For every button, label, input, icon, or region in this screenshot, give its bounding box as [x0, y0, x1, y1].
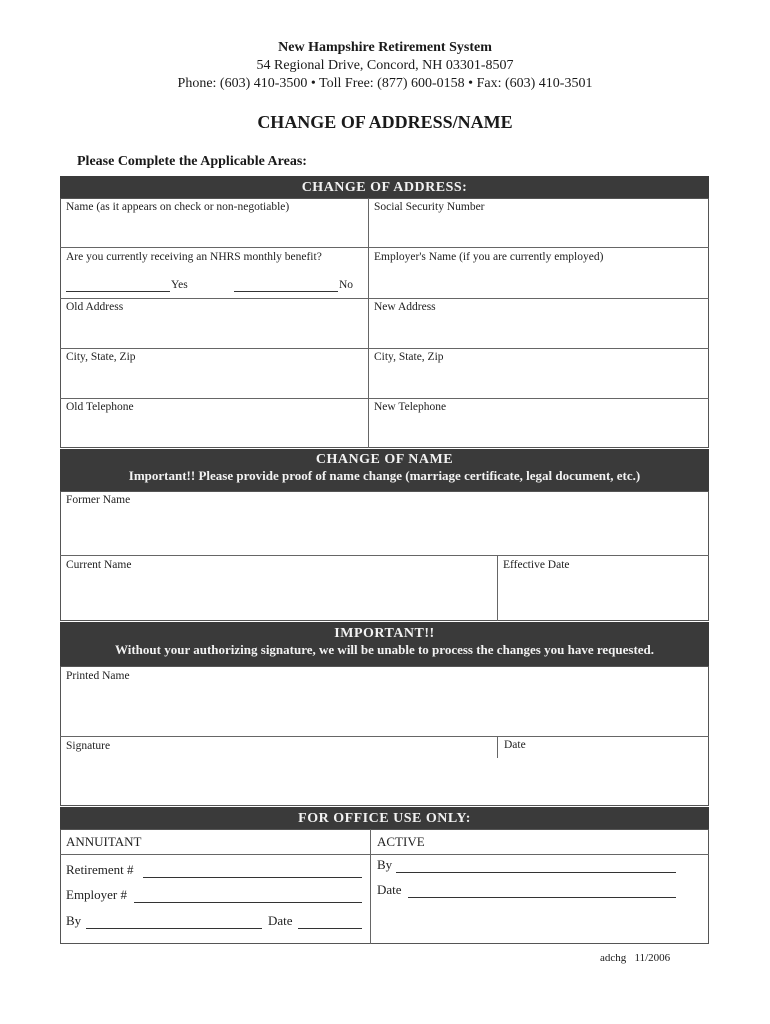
form-title: CHANGE OF ADDRESS/NAME	[257, 112, 513, 132]
name-section-frame	[60, 491, 709, 621]
name-field-label: Name (as it appears on check or non-negotiable)	[66, 201, 290, 213]
signature-label: Signature	[66, 740, 111, 752]
org-phones: Phone: (603) 410-3500 • Toll Free: (877) 600-0158 • Fax: (603) 410-3501	[177, 76, 593, 91]
active-date-label: Date	[377, 882, 402, 897]
row-divider	[60, 854, 709, 855]
office-divider	[370, 829, 371, 944]
effective-date-label: Effective Date	[503, 559, 570, 571]
office-date-blank[interactable]	[298, 928, 362, 929]
address-section-band	[60, 176, 709, 198]
office-by-label: By	[66, 913, 82, 928]
annuitant-label: ANNUITANT	[66, 834, 142, 849]
old-city-label: City, State, Zip	[66, 351, 136, 363]
office-by-blank[interactable]	[86, 928, 262, 929]
new-telephone-label: New Telephone	[374, 401, 447, 413]
row-divider	[60, 555, 709, 556]
active-by-label: By	[377, 857, 393, 872]
instructions: Please Complete the Applicable Areas:	[77, 154, 307, 169]
retirement-number-label: Retirement #	[66, 862, 134, 877]
signature-section-note: Without your authorizing signature, we will be unable to process the changes you have requested.	[114, 642, 655, 657]
employer-field-label: Employer's Name (if you are currently employed)	[374, 251, 604, 263]
row-divider	[60, 736, 709, 737]
form-code: adchg 11/2006	[600, 952, 671, 964]
yes-label: Yes	[171, 279, 188, 291]
row-divider	[60, 348, 709, 349]
new-city-label: City, State, Zip	[374, 351, 444, 363]
date-divider	[497, 736, 498, 758]
benefit-question-label: Are you currently receiving an NHRS monthly benefit?	[66, 251, 322, 263]
row-divider	[60, 247, 709, 248]
printed-name-label: Printed Name	[66, 670, 130, 682]
old-address-label: Old Address	[66, 301, 124, 313]
retirement-number-blank[interactable]	[143, 877, 362, 878]
active-date-blank[interactable]	[408, 897, 676, 898]
row-divider	[60, 298, 709, 299]
office-section-band	[60, 807, 709, 829]
current-name-label: Current Name	[66, 559, 132, 571]
effective-date-divider	[497, 555, 498, 621]
office-date-label: Date	[268, 913, 293, 928]
name-section-title: CHANGE OF NAME	[315, 452, 454, 467]
yes-blank[interactable]	[66, 291, 170, 292]
office-section-title: FOR OFFICE USE ONLY:	[298, 811, 471, 826]
signature-section-title: IMPORTANT!!	[334, 626, 435, 641]
signature-date-label: Date	[504, 739, 526, 751]
org-name: New Hampshire Retirement System	[278, 40, 492, 55]
address-section-title: CHANGE OF ADDRESS:	[301, 180, 468, 195]
employer-number-label: Employer #	[66, 887, 128, 902]
name-section-band	[60, 449, 709, 491]
ssn-field-label: Social Security Number	[374, 201, 485, 213]
name-section-note: Important!! Please provide proof of name change (marriage certificate, legal document, etc.)	[128, 468, 641, 483]
no-label: No	[339, 279, 354, 291]
org-address: 54 Regional Drive, Concord, NH 03301-8507	[256, 58, 514, 73]
address-divider	[368, 198, 369, 448]
old-telephone-label: Old Telephone	[66, 401, 134, 413]
row-divider	[60, 398, 709, 399]
signature-section-band	[60, 622, 709, 666]
former-name-label: Former Name	[66, 494, 131, 506]
active-by-blank[interactable]	[396, 872, 676, 873]
no-blank[interactable]	[234, 291, 338, 292]
new-address-label: New Address	[374, 301, 436, 313]
active-label: ACTIVE	[377, 834, 425, 849]
employer-number-blank[interactable]	[134, 902, 362, 903]
